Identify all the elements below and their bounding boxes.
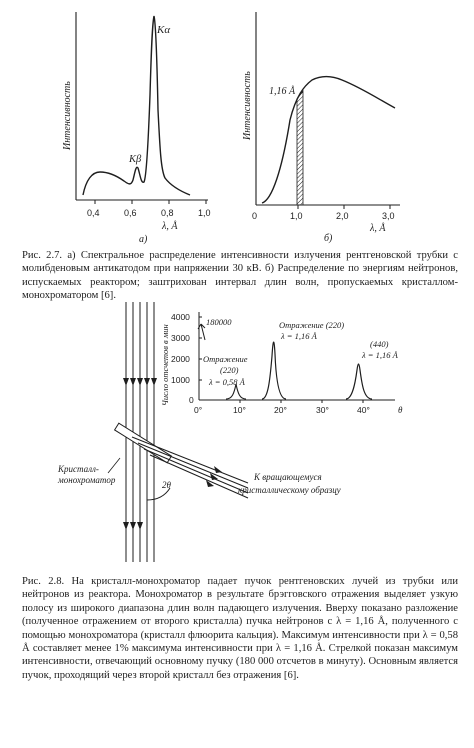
fig28-peak3-label-1: (440) [370, 339, 389, 349]
fig28-arrow-label: 180000 [206, 317, 232, 327]
fig27b-xtick-3: 2,0 [336, 211, 349, 221]
fig27a-xtick-4: 1,0 [198, 208, 211, 218]
fig28-sample-label-2: кристаллическому образцу [238, 485, 341, 495]
fig28-xtick-5: 40° [357, 405, 370, 415]
fig28-peak1-label-2: (220) [220, 365, 239, 375]
fig27a-spectrum-curve [83, 16, 190, 195]
fig28-ytick-5: 0 [189, 395, 194, 405]
fig28-xtick-4: 30° [316, 405, 329, 415]
figure-2-7a [0, 0, 474, 250]
fig28-peak-220 [262, 342, 286, 399]
fig27b-marker-label: 1,16 Å [269, 86, 296, 97]
fig28-crystal-label-1: Кристалл- [58, 464, 99, 474]
fig28-xtick-theta: θ [398, 405, 403, 415]
fig28-ylabel: Число отсчетов в мин [160, 324, 170, 406]
fig27a-xtick-2: 0,6 [124, 208, 137, 218]
fig28-peak2-label-2: λ = 1,16 Å [281, 331, 317, 341]
figure-2-8 [0, 300, 474, 572]
fig27a-xlabel: λ, Å [162, 221, 178, 232]
fig27b-panel-label: б) [324, 233, 333, 244]
fig28-peak2-label-1: Отражение (220) [279, 320, 345, 330]
fig28-ytick-3: 2000 [171, 354, 190, 364]
fig27b-ylabel: Интенсивность [242, 71, 253, 140]
fig28-xtick-3: 20° [274, 405, 287, 415]
fig27b-xtick-4: 3,0 [382, 211, 395, 221]
fig28-xtick-1: 0° [194, 405, 203, 415]
fig28-ytick-4: 1000 [171, 375, 190, 385]
fig28-peak-440 [346, 364, 372, 399]
fig28-caption: Рис. 2.8. На кристалл-монохроматор падает пучок рентгеновских лучей из трубки или нейтронов из реактора. Монохроматор в результате брэгговского отражения выделяет узкую полосу из широкого диапазона длин волн падающего излучения. Вверху показано разложение (полученное отражением от второго кристалла) пучка нейтронов с λ = 1,16 Å, полученного с помощью монохроматора (кристалл флюорита кальция). Максимум интенсивности при λ = 0,58 Å составляет менее 1% максимума интенсивности при λ = 1,16 Å. Стрелкой показан максимум интенсивности, отвечающий основному пучку (180 000 отсчетов в минуту). Основным является пучок, проходящий через второй кристалл без отражения [6]. [22, 576, 458, 681]
fig28-peak1-label-3: λ = 0,58 Å [209, 377, 245, 387]
fig28-peak1-label-1: Отражение [203, 354, 248, 364]
fig28-sample-label-1: К вращающемуся [254, 472, 322, 482]
fig28-ytick-1: 4000 [171, 312, 190, 322]
fig27b-xtick-2: 1,0 [290, 211, 303, 221]
fig28-crystal-label-2: монохроматор [58, 475, 116, 485]
fig27a-ylabel: Интенсивность [62, 81, 73, 150]
fig27-caption: Рис. 2.7. а) Спектральное распределение интенсивности излучения рентгеновской трубки с молибденовым антикатодом при напряжении 30 кВ. б) Распределение по энергиям нейтронов, испускаемых реактором; заштрихован интервал длин волн, пропускаемых кристаллом-монохроматором [6]. [22, 250, 458, 302]
fig27a-kalpha-label: Kα [157, 24, 171, 36]
fig28-ytick-2: 3000 [171, 333, 190, 343]
fig27a-panel-label: а) [139, 234, 148, 245]
fig28-xtick-2: 10° [233, 405, 246, 415]
fig28-angle-label: 2θ [162, 480, 171, 490]
fig27b-hatched-band [297, 91, 303, 205]
fig27a-kbeta-label: Kβ [129, 154, 142, 165]
fig27b-xtick-1: 0 [252, 211, 258, 221]
fig27b-xlabel: λ, Å [370, 223, 386, 234]
fig28-peak3-label-2: λ = 1,16 Å [362, 350, 398, 360]
fig27a-xtick-1: 0,4 [87, 208, 100, 218]
fig27a-xtick-3: 0,8 [161, 208, 174, 218]
